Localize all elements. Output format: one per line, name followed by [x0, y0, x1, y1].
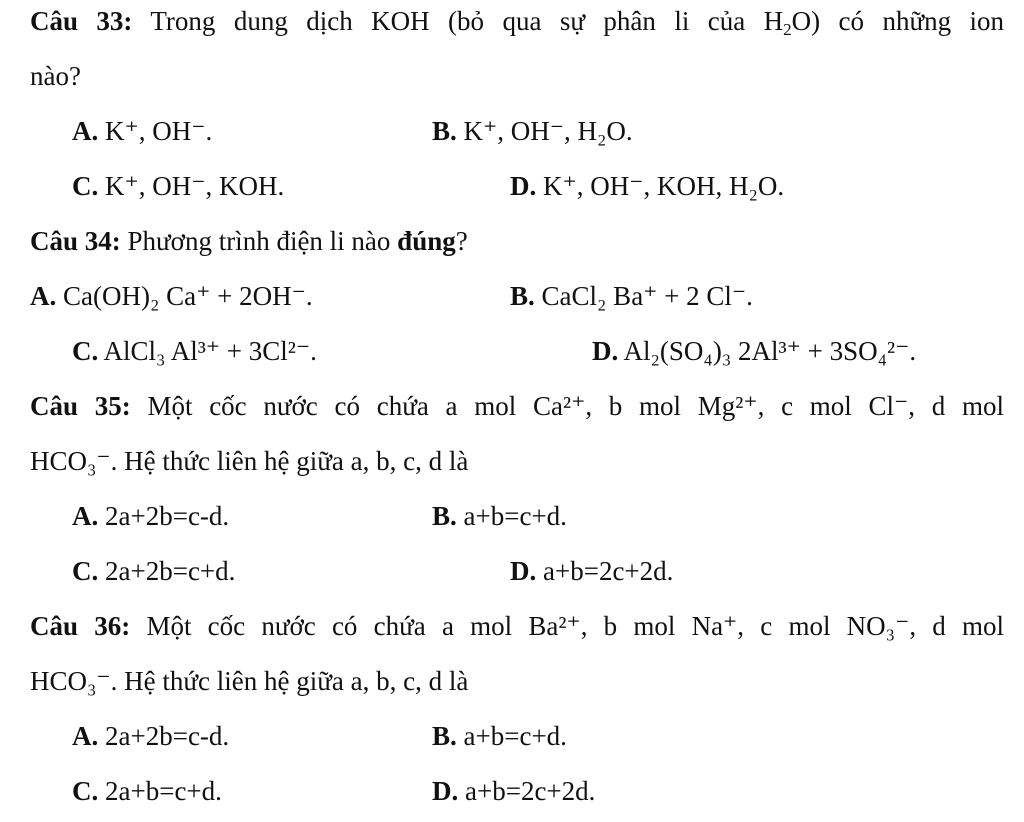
stem-text-end: O) có những ion [791, 6, 1005, 36]
question-35 [30, 379, 1004, 599]
option-d[interactable]: D. a+b=2c+2d. [432, 776, 596, 806]
stem-continuation: nào? [30, 61, 81, 91]
question-label: Câu 34: [30, 226, 121, 256]
stem-text: Một cốc nước có chứa a mol Ca²⁺, b mol Mg²⁺, c mol Cl⁻, d mol [147, 391, 1004, 421]
question-label: Câu 36: [30, 611, 131, 641]
option-b[interactable]: B. K⁺, OH⁻, H₂O. [432, 116, 633, 146]
stem-subscript: 2 [783, 20, 792, 39]
option-d[interactable]: D. K⁺, OH⁻, KOH, H₂O. [510, 171, 785, 201]
options-row [30, 544, 1004, 599]
options-row [30, 764, 1004, 819]
option-a[interactable]: A. Ca(OH)₂ Ca⁺ + 2OH⁻. [30, 281, 313, 311]
stem-text: Trong dung dịch KOH (bỏ qua sự phân li của H [150, 6, 784, 36]
options-row [30, 709, 1004, 764]
option-c[interactable]: C. 2a+2b=c+d. [72, 556, 236, 586]
option-d[interactable]: D. a+b=2c+2d. [510, 556, 674, 586]
options-row [30, 324, 1004, 379]
option-b[interactable]: B. a+b=c+d. [432, 721, 567, 751]
option-d[interactable]: D. Al₂(SO₄)₃ 2Al³⁺ + 3SO₄²⁻. [592, 336, 917, 366]
question-stem [30, 379, 1004, 434]
option-a[interactable]: A. 2a+2b=c-d. [72, 501, 230, 531]
stem-text-end: ? [455, 226, 468, 256]
stem-continuation: HCO₃⁻. Hệ thức liên hệ giữa a, b, c, d là [30, 446, 469, 476]
option-a[interactable]: A. 2a+2b=c-d. [72, 721, 230, 751]
question-label: Câu 33: [30, 6, 133, 36]
question-stem [30, 214, 1004, 269]
option-a[interactable]: A. K⁺, OH⁻. [72, 116, 213, 146]
option-c[interactable]: C. K⁺, OH⁻, KOH. [72, 171, 285, 201]
option-c[interactable]: C. AlCl₃ Al³⁺ + 3Cl²⁻. [72, 336, 317, 366]
options-row [30, 269, 1004, 324]
question-stem [30, 599, 1004, 654]
option-b[interactable]: B. a+b=c+d. [432, 501, 567, 531]
stem-text: Phương trình điện li nào [127, 226, 391, 256]
option-b[interactable]: B. CaCl₂ Ba⁺ + 2 Cl⁻. [510, 281, 753, 311]
stem-text: Một cốc nước có chứa a mol Ba²⁺, b mol Na⁺, c mol NO₃⁻, d mol [146, 611, 1005, 641]
question-34 [30, 214, 1004, 379]
stem-continuation: HCO₃⁻. Hệ thức liên hệ giữa a, b, c, d là [30, 666, 469, 696]
question-label: Câu 35: [30, 391, 131, 421]
stem-emphasis: đúng [397, 226, 456, 256]
options-row [30, 489, 1004, 544]
question-36 [30, 599, 1004, 819]
option-c[interactable]: C. 2a+b=c+d. [72, 776, 222, 806]
options-row [30, 104, 1004, 159]
options-row [30, 159, 1004, 214]
question-33 [30, 0, 1004, 214]
question-stem [30, 0, 1004, 49]
